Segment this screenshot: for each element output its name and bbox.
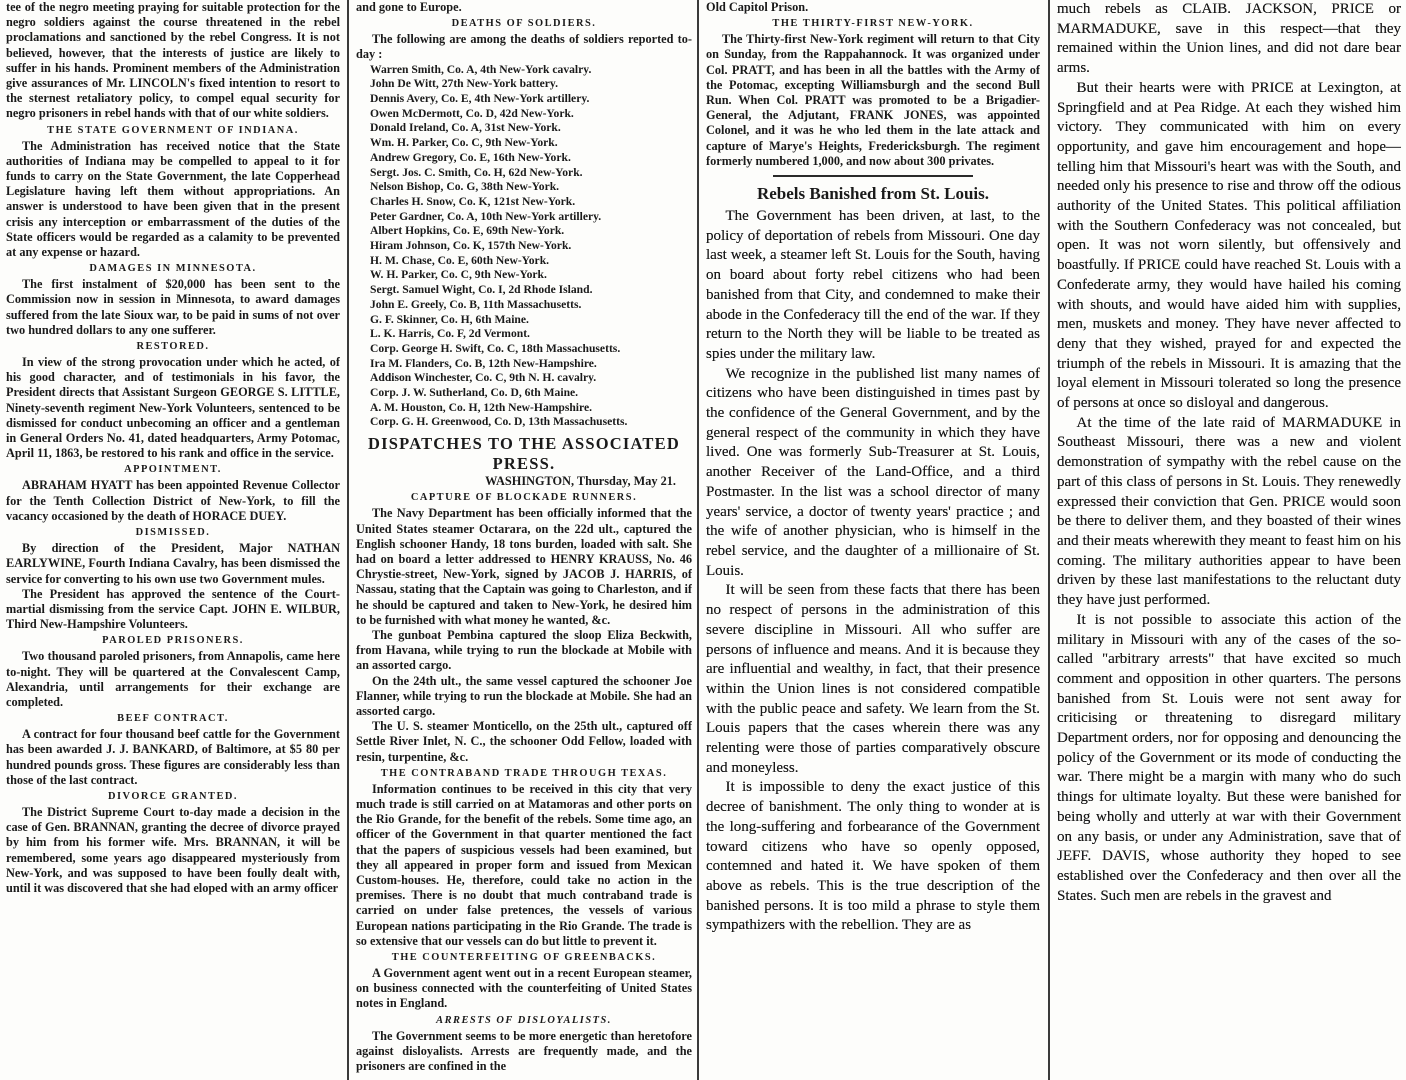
- section-heading: BEEF CONTRACT.: [117, 713, 229, 725]
- paragraph: The Administration has received notice that the State authorities of Indiana may be compelled to appeal to it for funds to carry on the State Government, the late Copperhead Legislature having left them without appropriations. An answer is understood to have been given that in the present crisis any interception or embarrassment of the duties of the State officers would be regarded as a calamity to be prevented at any expense or hazard.: [6, 138, 340, 260]
- list-item: Charles H. Snow, Co. K, 121st New-York.: [370, 194, 576, 208]
- editorial-title: Rebels Banished from St. Louis.: [756, 184, 990, 204]
- list-item: Albert Hopkins, Co. E, 69th New-York.: [370, 224, 565, 238]
- dateline: WASHINGTON, Thursday, May 21.: [485, 474, 676, 489]
- column-1: [6, 0, 340, 1080]
- section-heading: APPOINTMENT.: [124, 464, 222, 476]
- list-item: Corp. G. H. Greenwood, Co. D, 13th Massachusetts.: [370, 415, 628, 429]
- section-heading: DISMISSED.: [135, 527, 211, 539]
- list-item: Corp. George H. Swift, Co. C, 18th Massachusetts.: [370, 341, 621, 355]
- editorial: [706, 183, 1040, 936]
- list-item: Hiram Johnson, Co. K, 157th New-York.: [370, 239, 572, 253]
- list-item: W. H. Parker, Co. C, 9th New-York.: [370, 268, 547, 282]
- paragraph: At the time of the late raid of MARMADUKE in Southeast Missouri, there was a new and violent demonstration of sympathy with the rebel cause on the part of this class of persons in St. Louis. They renewedly expressed their conviction that Gen. PRICE would soon be there to deliver them, and they boasted of their wines and their meats wherewith they meant to feast him on his coming. The military authorities appear to have been driven by these last manifestations to the reluctant duty they have just performed.: [1057, 414, 1401, 609]
- column-rule: [347, 0, 349, 1080]
- paragraph: We recognize in the published list many names of citizens who have been distinguished in times past by the confidence of the General Government, and by the general respect of the community in which they have lived. One was formerly Sub-Treasurer at St. Louis, another Receiver of the Land-Office, and a third Postmaster. In the list was a school director of many years' service, a doctor of twenty years' practice ; and the wife of another physician, who is himself in the rebel service, and the daughter of a millionaire of St. Louis.: [706, 365, 1040, 579]
- paragraph: The U. S. steamer Monticello, on the 25th ult., captured off Settle River Inlet, N. C., the schooner Odd Fellow, loaded with resin, turpentine, &c.: [356, 719, 692, 764]
- list-item: Ira M. Flanders, Co. B, 12th New-Hampshire.: [370, 356, 597, 370]
- list-item: Addison Winchester, Co. C, 9th N. H. cavalry.: [370, 371, 597, 385]
- paragraph: In view of the strong provocation under which he acted, of his good character, and of testimonials in his favor, the President directs that Assistant Surgeon GEORGE S. LITTLE, Ninety-seventh regiment New-York Volunteers, sentenced to be dismissed for conduct unbecoming an officer and a gentleman in General Orders No. 41, dated headquarters, Army Potomac, April 11, 1863, be restored to his rank and office in the service.: [6, 355, 340, 461]
- paragraph: The Navy Department has been officially informed that the United States steamer Octarara, on the 22d ult., captured the English schooner Handy, 18 tons burden, loaded with salt. She had on board a letter addressed to HENRY KRAUSS, No. 46 Chrystie-street, New-York, signed by JACOB J. HARRIS, of Nassau, stating that the Captain was going to Charleston, and if he should be captured and taken to New-York, he desired him to be furnished with what money he wanted, &c.: [356, 506, 692, 627]
- column-4: [1057, 0, 1401, 1080]
- column-2: [356, 0, 692, 1080]
- list-item: Warren Smith, Co. A, 4th New-York cavalry.: [370, 62, 592, 76]
- paragraph: Old Capitol Prison.: [706, 0, 809, 14]
- paragraph: The District Supreme Court to-day made a decision in the case of Gen. BRANNAN, granting the decree of divorce prayed by him from his former wife. Mrs. BRANNAN, it will be remembered, some years ago disappeared mysteriously from New-York, and was supposed to have been foully dealt with, until it was discovered that she had eloped with an army officer: [6, 804, 340, 895]
- list-item: Corp. J. W. Sutherland, Co. D, 6th Maine.: [370, 386, 579, 400]
- paragraph: The following are among the deaths of soldiers reported to-day :: [356, 32, 692, 62]
- paragraph: It is impossible to deny the exact justice of this decree of banishment. The only thing to wonder at is the long-suffering and forbearance of the Government toward citizens who have so openly opposed, contemned and hated it. We have spoken of them above as rebels. This is the true description of the banished persons. It is too mild a phrase to style them sympathizers with the rebellion. They are as: [706, 779, 1040, 934]
- paragraph: A contract for four thousand beef cattle for the Government has been awarded J. J. BANKARD, of Baltimore, at $5 80 per hundred pounds gross. These figures are considerably less than those of the last contract.: [6, 727, 340, 787]
- column-rule: [1048, 0, 1050, 1080]
- paragraph: The Government has been driven, at last, to the policy of deportation of rebels from Missouri. One day last week, a steamer left St. Louis for the South, having on board about forty rebel citizens who had been banished from that City, and condemned to make their abode in the Confederacy till the end of the war. If they return to the North they will be liable to be treated as spies under the military law.: [706, 208, 1040, 362]
- section-heading: DAMAGES IN MINNESOTA.: [89, 263, 257, 275]
- section-heading: THE CONTRABAND TRADE THROUGH TEXAS.: [380, 767, 668, 779]
- news-section: [706, 0, 1040, 169]
- paragraph: The first instalment of $20,000 has been sent to the Commission now in session in Minnesota, to award damages suffered from the late Sioux war, to be paid in sums of not over two hundred dollars to any one sufferer.: [6, 277, 340, 337]
- paragraph: and gone to Europe.: [356, 0, 462, 14]
- list-item: G. F. Skinner, Co. H, 6th Maine.: [370, 312, 529, 326]
- list-item: Andrew Gregory, Co. E, 16th New-York.: [370, 150, 571, 164]
- list-item: A. M. Houston, Co. H, 12th New-Hampshire.: [370, 400, 593, 414]
- paragraph: The Government seems to be more energetic than heretofore against disloyalists. Arrests are frequently made, and the prisoners are confined in the: [356, 1028, 692, 1074]
- paragraph: The gunboat Pembina captured the sloop Eliza Beckwith, from Havana, while trying to run the blockade at Mobile with an assorted cargo.: [356, 628, 692, 673]
- paragraph: ABRAHAM HYATT has been appointed Revenue Collector for the Tenth Collection District of New-York, to fill the vacancy occasioned by the death of HORACE DUEY.: [6, 478, 340, 523]
- deaths-list: [356, 63, 692, 431]
- paragraph: It will be seen from these facts that there has been no respect of persons in the administration of this severe discipline in Missouri. All who suffer are persons of influence and means. And it is because they are influential and wealthy, in fact, that their presence within the Union lines is not considered compatible with the public peace and safety. We learn from the St. Louis papers that the cases wherein there was any relenting were those of parties comparatively obscure and moneyless.: [706, 582, 1040, 776]
- list-item: John E. Greely, Co. B, 11th Massachusetts.: [370, 297, 582, 311]
- paragraph: The President has approved the sentence of the Court-martial dismissing from the service Capt. JOHN E. WILBUR, Third New-Hampshire Volunteers.: [6, 586, 340, 632]
- paragraph: The Thirty-first New-York regiment will return to that City on Sunday, from the Rappahannock. It was organized under Col. PRATT, and has been in all the battles with the Army of the Potomac, excepting Williamsburgh and the second Bull Run. When Col. PRATT was promoted to be a Brigadier-General, the Adjutant, FRANK JONES, was appointed Colonel, and it was he who led them in the late attack and capture of Marye's Heights, Fredericksburgh. The regiment formerly numbered 1,000, and now about 300 privates.: [706, 32, 1040, 168]
- list-item: John De Witt, 27th New-York battery.: [370, 77, 558, 91]
- paragraph: Two thousand paroled prisoners, from Annapolis, came here to-night. They will be quartered at the Convalescent Camp, Alexandria, until arrangements for their exchange are completed.: [6, 649, 340, 709]
- paragraph: It is not possible to associate this action of the military in Missouri with any of the cases of the so-called "arbitrary arrests" that have excited so much comment and opposition in other quarters. The persons banished from St. Louis were not sent away for criticising or threatening to disregard military Department orders, nor for opposing and denouncing the policy of the Government or its mode of conducting the war. There might be a margin with many who do such things for ultimate loyalty. But these were banished for being wholly and utterly at war with their Government on any basis, or under any Administration, save that of JEFF. DAVIS, whose authority they hoped to see established over the Confederacy and then over all the States. Such men are rebels in the gravest and: [1057, 611, 1401, 904]
- list-item: H. M. Chase, Co. E, 60th New-York.: [370, 253, 550, 267]
- list-item: L. K. Harris, Co. F, 2d Vermont.: [370, 327, 530, 341]
- section-heading: ARRESTS OF DISLOYALISTS.: [436, 1014, 612, 1026]
- column-3: [706, 0, 1040, 1080]
- column-rule: [697, 0, 699, 1080]
- paragraph: much rebels as CLAIB. JACKSON, PRICE or MARMADUKE, save in this respect—that they remained within the Union lines, and did not dare bear arms.: [1057, 1, 1401, 77]
- list-item: Donald Ireland, Co. A, 31st New-York.: [370, 121, 561, 135]
- paragraph: tee of the negro meeting praying for suitable protection for the negro soldiers against the course threatened in the rebel proclamations and sanctioned by the rebel Congress. It is not believed, however, that the interests of justice are likely to suffer in his hands. Prominent members of the Administration give assurances of Mr. LINCOLN's fixed intention to resort to the sternest retaliatory policy, to compel equal security for negro prisoners in rebel hands with that of our white soldiers.: [6, 0, 340, 121]
- list-item: Sergt. Jos. C. Smith, Co. H, 62d New-York.: [370, 165, 583, 179]
- list-item: Nelson Bishop, Co. G, 38th New-York.: [370, 180, 560, 194]
- section-heading: RESTORED.: [136, 341, 210, 353]
- list-item: Dennis Avery, Co. E, 4th New-York artillery.: [370, 92, 590, 106]
- section-heading: THE COUNTERFEITING OF GREENBACKS.: [391, 952, 657, 964]
- section-heading: CAPTURE OF BLOCKADE RUNNERS.: [410, 492, 638, 504]
- paragraph: On the 24th ult., the same vessel captured the schooner Joe Flanner, while trying to run the blockade at Mobile. She had an assorted cargo.: [356, 673, 692, 719]
- list-item: Owen McDermott, Co. D, 42d New-York.: [370, 106, 574, 120]
- dispatch-heading: DISPATCHES TO THE ASSOCIATED PRESS.: [368, 434, 680, 474]
- list-item: Sergt. Samuel Wight, Co. I, 2d Rhode Island.: [370, 283, 593, 297]
- paragraph: But their hearts were with PRICE at Lexington, at Springfield and at Pea Ridge. At each they wished him victory. They communicated with him on every opportunity, and gave him encouragement and hope—telling him that Missouri's heart was with the South, and needed only his presence to rise and throw off the odious authority of the United States. This political affiliation with the Southern Confederacy was not concealed, but open. It was not worn silently, but offensively and boastfully. If PRICE could have reached St. Louis with a Confederate army, they would have hailed his coming with shouts, and would have aided him with supplies, men, muskets and money. They have never affected to deny that they wished, prayed for and expected the triumph of the rebels in Missouri. It is amazing that the loyal element in Missouri tolerated so long the presence of persons at once so disloyal and dangerous.: [1057, 79, 1401, 412]
- list-item: Peter Gardner, Co. A, 10th New-York artillery.: [370, 209, 602, 223]
- section-heading: DEATHS OF SOLDIERS.: [451, 18, 597, 30]
- paragraph: Information continues to be received in this city that very much trade is still carried on at Matamoras and other ports on the Rio Grande, for the benefit of the rebels. Some time ago, an officer of the Government in that quarter mentioned the fact that the papers of suspicious vessels had been examined, but they all appeared in proper form and issued from Mexican Custom-houses. He, therefore, could take no action in the premises. There is no doubt that much contraband trade is carried on under false pretences, the vessels of various European nations participating in the Rio Grande. The trade is so extensive that our vessels can do but little to prevent it.: [356, 781, 692, 948]
- paragraph: By direction of the President, Major NATHAN EARLYWINE, Fourth Indiana Cavalry, has been dismissed the service for converting to his own use two Government mules.: [6, 541, 340, 586]
- section-heading: PAROLED PRISONERS.: [102, 635, 244, 647]
- paragraph: A Government agent went out in a recent European steamer, on business connected with the counterfeiting of United States notes in England.: [356, 966, 692, 1011]
- list-item: Wm. H. Parker, Co. C, 9th New-York.: [370, 136, 558, 150]
- section-heading: THE THIRTY-FIRST NEW-YORK.: [772, 18, 974, 30]
- section-divider: [773, 175, 973, 177]
- section-heading: DIVORCE GRANTED.: [107, 790, 239, 802]
- section-heading: THE STATE GOVERNMENT OF INDIANA.: [47, 124, 299, 136]
